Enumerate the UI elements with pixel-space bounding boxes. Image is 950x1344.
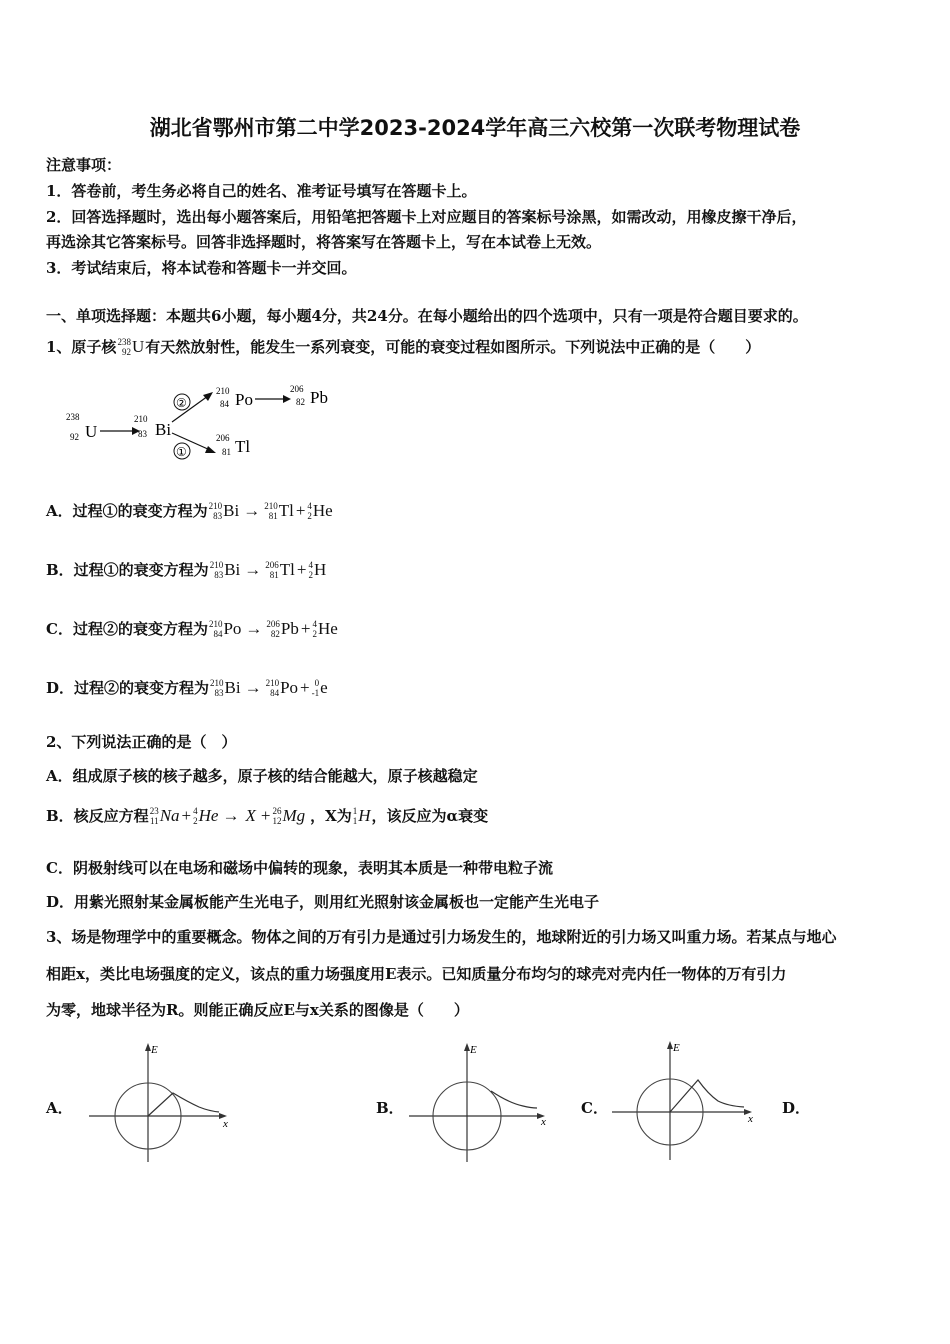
q3-option-c-label[interactable]: C． <box>581 1099 608 1117</box>
option-label: A．过程①的衰变方程为 <box>46 502 208 520</box>
bi-mass: 210 <box>134 414 148 424</box>
x-axis-label: x <box>541 1116 546 1128</box>
q1-prefix: 1、原子核 <box>46 338 117 356</box>
option-label: C．过程②的衰变方程为 <box>46 620 208 638</box>
q1-option-b[interactable]: B．过程①的衰变方程为 210 83 Bi → 206 81 Tl + 4 2 H <box>46 559 327 580</box>
question-3-line-2: 相距x，类比电场强度的定义，该点的重力场强度用E表示。已知质量分布均匀的球壳对壳内任一物体的万有引力 <box>46 965 787 983</box>
notice-heading: 注意事项： <box>46 156 122 174</box>
notice-item-2: 2．回答选择题时，选出每小题答案后，用铅笔把答题卡上对应题目的答案标号涂黑，如需改动，用橡皮擦干净后， <box>46 208 807 226</box>
pb-symbol: Pb <box>310 388 328 407</box>
x-axis-label: x <box>748 1113 753 1125</box>
q1-option-c[interactable]: C．过程②的衰变方程为 210 84 Po → 206 82 Pb + 4 2 He <box>46 618 338 639</box>
notice-item-2-cont: 再选涂其它答案标号。回答非选择题时，将答案写在答题卡上，写在本试卷上无效。 <box>46 233 602 251</box>
u-charge: 92 <box>70 432 79 442</box>
question-3-line-1: 3、场是物理学中的重要概念。物体之间的万有引力是通过引力场发生的，地球附近的引力场又叫重力场。若某点与地心 <box>46 928 837 946</box>
po-symbol: Po <box>235 390 253 409</box>
arrow-bi-po-head <box>203 392 213 401</box>
q3-option-d-label[interactable]: D． <box>782 1099 811 1117</box>
q2-option-b[interactable]: B．核反应方程 23 11 Na + 4 2 He → X + 26 12 Mg ，X为 1 1 H ，该反应为α衰变 <box>46 805 489 826</box>
y-axis-label: E <box>470 1044 477 1056</box>
q2-option-a[interactable]: A．组成原子核的核子越多，原子核的结合能越大，原子核越稳定 <box>46 767 478 785</box>
pb-charge: 82 <box>296 397 305 407</box>
tl-symbol: Tl <box>235 437 251 456</box>
bi-charge: 83 <box>138 429 147 439</box>
e-x-curve <box>491 1091 537 1108</box>
q2-option-d[interactable]: D．用紫光照射某金属板能产生光电子，则用红光照射该金属板也一定能产生光电子 <box>46 893 600 911</box>
option-label: B．核反应方程 <box>46 807 149 825</box>
u-mass: 238 <box>66 412 80 422</box>
section-heading: 一、单项选择题：本题共6小题，每小题4分，共24分。在每小题给出的四个选项中，只有一项是符合题目要求的。 <box>46 307 808 325</box>
q3-graph-c[interactable] <box>608 1038 763 1163</box>
po-charge: 84 <box>220 399 229 409</box>
question-3-line-3: 为零，地球半径为R。则能正确反应E与x关系的图像是（ ） <box>46 1001 469 1019</box>
q3-graph-a[interactable] <box>85 1040 235 1165</box>
page-title: 湖北省鄂州市第二中学2023-2024学年高三六校第一次联考物理试卷 <box>149 116 801 140</box>
pb-mass: 206 <box>290 384 304 394</box>
question-1-stem <box>46 336 760 357</box>
process-2-label: ② <box>176 396 187 410</box>
e-x-curve <box>670 1080 744 1112</box>
decay-diagram <box>60 378 350 468</box>
q2-option-c[interactable]: C．阴极射线可以在电场和磁场中偏转的现象，表明其本质是一种带电粒子流 <box>46 859 553 877</box>
arrow-po-pb-head <box>283 395 291 403</box>
notice-item-1: 1．答卷前，考生务必将自己的姓名、准考证号填写在答题卡上。 <box>46 182 477 200</box>
q1-option-d[interactable]: D．过程②的衰变方程为 210 83 Bi → 210 84 Po + 0 -1 e <box>46 677 328 698</box>
po-mass: 210 <box>216 386 230 396</box>
x-axis-label: x <box>223 1118 228 1130</box>
q1-nucleus: 238 92 U <box>117 336 145 357</box>
option-label: D．过程②的衰变方程为 <box>46 679 210 697</box>
tl-mass: 206 <box>216 433 230 443</box>
q3-graph-b[interactable] <box>405 1040 555 1165</box>
q3-option-a-label[interactable]: A． <box>46 1099 73 1117</box>
notice-item-3: 3．考试结束后，将本试卷和答题卡一并交回。 <box>46 259 357 277</box>
arrow-bi-tl-head <box>205 446 216 453</box>
option-label: B．过程①的衰变方程为 <box>46 561 209 579</box>
bi-symbol: Bi <box>155 420 172 439</box>
q1-option-a[interactable]: A．过程①的衰变方程为 210 83 Bi → 210 81 Tl + 4 2 He <box>46 500 333 521</box>
question-2-stem: 2、下列说法正确的是（ ） <box>46 733 237 751</box>
e-x-curve <box>148 1093 219 1116</box>
q3-option-b-label[interactable]: B． <box>376 1099 404 1117</box>
u-symbol: U <box>85 422 98 441</box>
y-axis-label: E <box>673 1042 680 1054</box>
tl-charge: 81 <box>222 447 231 457</box>
process-1-label: ① <box>176 445 187 459</box>
y-axis-label: E <box>151 1044 158 1056</box>
q1-suffix: 有天然放射性，能发生一系列衰变，可能的衰变过程如图所示。下列说法中正确的是（ ） <box>145 338 761 356</box>
